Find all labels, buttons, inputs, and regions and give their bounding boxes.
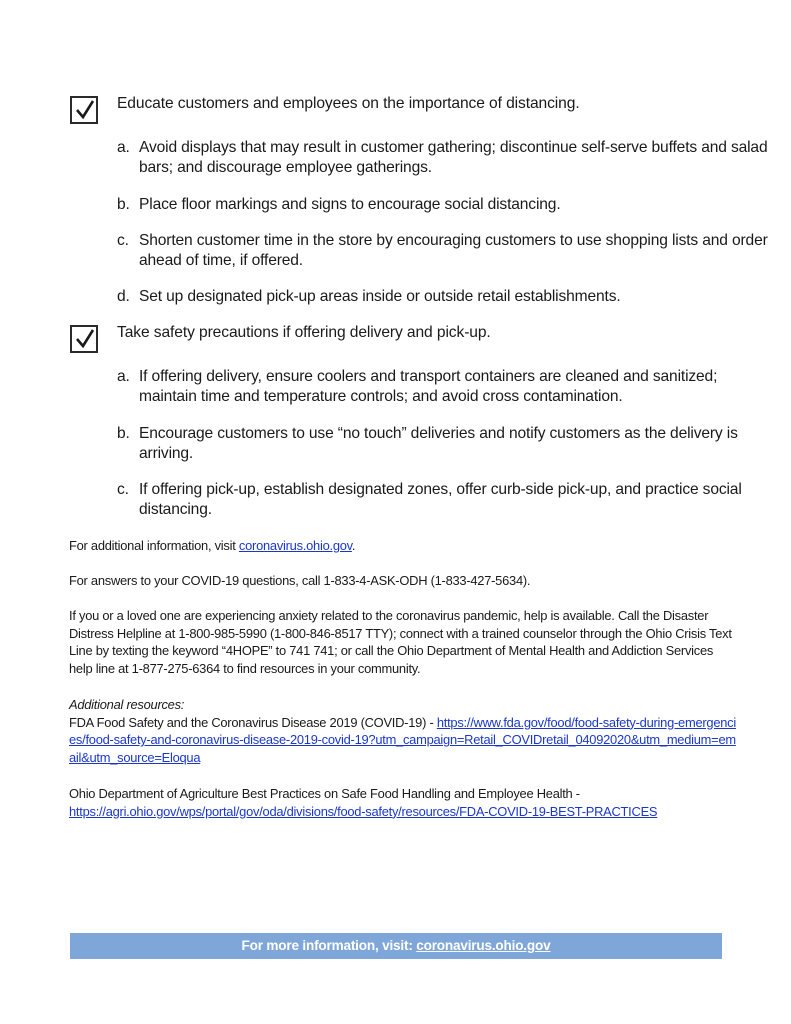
checkbox-checked-icon xyxy=(70,325,98,353)
fda-resource xyxy=(69,714,739,767)
oda-resource xyxy=(69,785,739,820)
additional-info-suffix: . xyxy=(351,538,356,553)
sub-item-text: Avoid displays that may result in customer gathering; discontinue self-serve buffets and salad bars; and discourage employee gatherings. xyxy=(139,139,768,176)
sub-item xyxy=(117,138,772,178)
sub-item-letter: c. xyxy=(117,481,129,498)
sub-item xyxy=(117,480,772,520)
sub-item xyxy=(117,367,772,407)
covid-questions-paragraph: For answers to your COVID-19 questions, call 1-833-4-ASK-ODH (1-833-427-5634). xyxy=(69,573,531,588)
additional-info-text: For additional information, visit xyxy=(69,538,239,553)
footer-coronavirus-link[interactable]: coronavirus.ohio.gov xyxy=(416,938,551,953)
checklist-heading: Take safety precautions if offering delivery and pick-up. xyxy=(117,324,491,341)
checkbox-checked-icon xyxy=(70,96,98,124)
fda-resource-label: FDA Food Safety and the Coronavirus Disease 2019 (COVID-19) - xyxy=(69,714,437,730)
oda-resource-label: Ohio Department of Agriculture Best Practices on Safe Food Handling and Employee Health - xyxy=(69,786,580,801)
sub-item-letter: b. xyxy=(117,425,130,442)
sub-item-letter: b. xyxy=(117,196,130,213)
sub-item-letter: a. xyxy=(117,368,130,385)
sub-item xyxy=(117,195,772,215)
sub-item-text: Shorten customer time in the store by encouraging customers to use shopping lists and order ahead of time, if offered. xyxy=(139,232,768,269)
sub-item-text: If offering pick-up, establish designated zones, offer curb-side pick-up, and practice social distancing. xyxy=(139,481,742,518)
sub-item xyxy=(117,231,772,271)
oda-resource-link[interactable]: https://agri.ohio.gov/wps/portal/gov/oda/divisions/food-safety/resources/FDA-COVID-19-BEST-PRACTICES xyxy=(69,803,658,819)
additional-resources-heading: Additional resources: xyxy=(69,697,185,712)
footer-text: For more information, visit: xyxy=(241,938,417,953)
sub-item-text: If offering delivery, ensure coolers and transport containers are cleaned and sanitized; maintain time and temperature controls; and avoid cross contamination. xyxy=(139,368,718,405)
sub-item-letter: d. xyxy=(117,288,130,305)
fda-resource-link[interactable]: https://www.fda.gov/food/food-safety-during-emergencies/food-safety-and-coronavirus-disease-2019-covid-19?utm_campaign=Retail_COVIDretail_04092020&utm_medium=email&utm_source=Eloqua xyxy=(69,714,736,765)
sub-item xyxy=(117,287,772,307)
checklist-item-distancing xyxy=(70,94,580,124)
sub-item-text: Encourage customers to use “no touch” deliveries and notify customers as the delivery is arriving. xyxy=(139,425,738,462)
footer-banner xyxy=(70,933,722,959)
checklist-heading: Educate customers and employees on the importance of distancing. xyxy=(117,95,580,112)
coronavirus-ohio-link[interactable]: coronavirus.ohio.gov xyxy=(238,538,352,553)
sub-item xyxy=(117,424,772,464)
anxiety-help-paragraph: If you or a loved one are experiencing anxiety related to the coronavirus pandemic, help is available. Call the Disaster Distress Helpline at 1-800-985-5990 (1-800-846-8517 TTY); connect with a trained counselor through the Ohio Crisis Text Line by texting the keyword “4HOPE” to 741 741; or call the Ohio Department of Mental Health and Addiction Services help line at 1-877-275-6364 to find resources in your community. xyxy=(69,608,732,676)
checklist-item-delivery xyxy=(70,323,491,353)
sub-item-text: Place floor markings and signs to encourage social distancing. xyxy=(139,196,561,213)
sub-item-text: Set up designated pick-up areas inside or outside retail establishments. xyxy=(139,288,621,305)
additional-info-paragraph xyxy=(69,537,739,555)
additional-resources-block xyxy=(69,696,739,766)
sub-item-letter: c. xyxy=(117,232,129,249)
sub-item-letter: a. xyxy=(117,139,130,156)
